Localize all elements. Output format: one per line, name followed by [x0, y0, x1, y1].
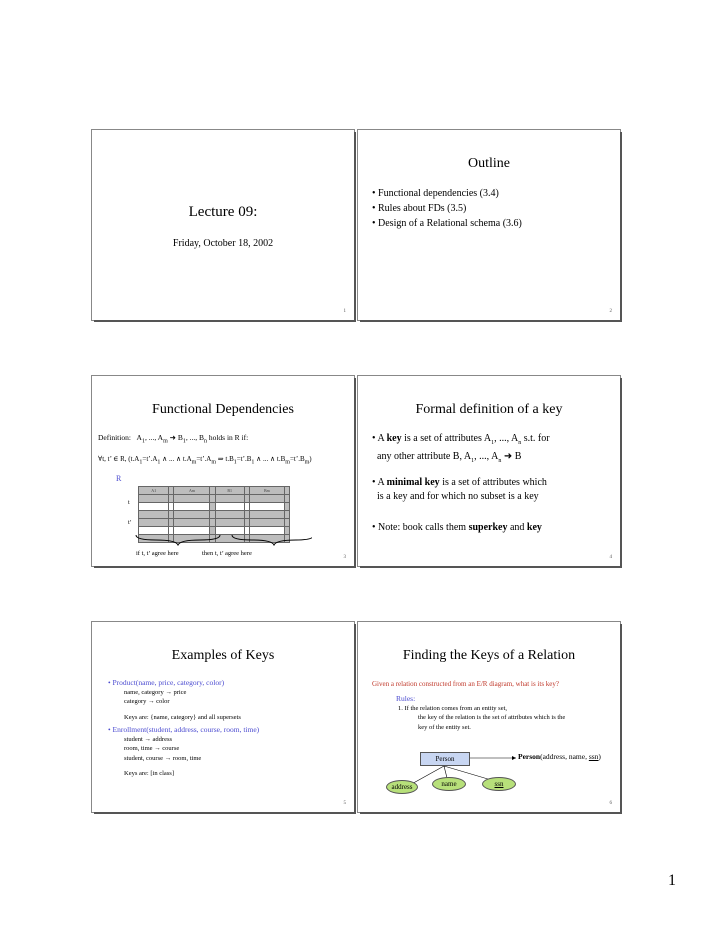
- minimal-key-definition: • A minimal key is a set of attributes which is a key and for which no subset is a key: [372, 477, 547, 502]
- slide-number: 2: [609, 309, 612, 314]
- rules-label: Rules:: [396, 694, 416, 703]
- attribute-name: name: [432, 777, 466, 791]
- text: is a set of attributes which: [442, 477, 547, 488]
- slide-2: [358, 130, 620, 320]
- col-header: Am: [174, 487, 210, 495]
- keys-line: Keys are: [in class]: [124, 770, 174, 777]
- slide-title: Outline: [468, 156, 510, 171]
- col-header: B1: [215, 487, 244, 495]
- text: ): [598, 752, 601, 761]
- slide-number: 4: [609, 555, 612, 560]
- attribute-address: address: [386, 780, 418, 794]
- slide-5: [92, 622, 354, 812]
- table-row: [139, 503, 290, 511]
- text: is a set of attributes A: [404, 433, 492, 444]
- text: any other attribute B, A: [377, 451, 472, 462]
- text: (address, name,: [540, 752, 589, 761]
- col-header: Bm: [249, 487, 284, 495]
- relation-label: R: [116, 474, 122, 483]
- slide-title: Examples of Keys: [171, 648, 275, 663]
- slide-number: 3: [343, 555, 346, 560]
- brace-label-2: then t, t’ agree here: [202, 550, 252, 557]
- forall-text: ∀t, t’ ∈ R,: [98, 455, 127, 463]
- col-header: A1: [139, 487, 169, 495]
- entity-person: Person: [420, 752, 470, 766]
- text: A: [377, 433, 385, 444]
- braces: [132, 534, 312, 546]
- fd: name, category → price: [124, 688, 187, 696]
- term-key: key: [526, 522, 542, 533]
- slide-number: 6: [609, 801, 612, 806]
- bullet-item: • Functional dependencies (3.4): [372, 186, 522, 201]
- text: Enrollment(student, address, course, room, time): [112, 725, 260, 734]
- rule-1-text: the key of the relation is the set of attributes which is the: [418, 714, 566, 721]
- fd: student, course → room, time: [124, 754, 202, 762]
- enrollment-relation: • Enrollment(student, address, course, room, time): [108, 725, 260, 734]
- slide-title: Formal definition of a key: [415, 402, 563, 417]
- definition-suffix: holds in R if:: [208, 433, 249, 442]
- term-key: key: [386, 433, 402, 444]
- rule-1: 1. If the relation comes from an entity set,: [398, 704, 508, 712]
- text: Product(name, price, category, color): [112, 678, 225, 687]
- slide-4: [358, 376, 620, 566]
- formula: ∀t, t’ ∈ R, ($t.A_1=t’.A_1$ ∧ ... ∧ $t.A_m=t’.A_m$ ⇒ $t.B_1=t’.B_1$ ∧ ... ∧ $t.B_m=t’.B_m$): [98, 455, 312, 466]
- relation-schema: [518, 752, 601, 761]
- text: is a key and for which no subset is a key: [377, 491, 539, 502]
- text: and: [509, 522, 525, 533]
- key-definition: • A key is a set of attributes $A_1$, ..., $A_n$ s.t. for any other attribute B, $A_1$, ..., $A_n$ ➜ B: [372, 433, 550, 464]
- fd: room, time → course: [124, 745, 180, 752]
- text: Note: book calls them: [378, 522, 467, 533]
- term-superkey: superkey: [468, 522, 508, 533]
- brace-label-1: if t, t’ agree here: [136, 550, 179, 557]
- definition-label: Definition:: [98, 433, 131, 442]
- lecture-date: Friday, October 18, 2002: [172, 238, 274, 249]
- key-attribute: ssn: [588, 752, 599, 761]
- attribute-ssn: ssn: [482, 777, 516, 791]
- slide-3: [92, 376, 354, 566]
- slide-6: [358, 622, 620, 812]
- slide-number: 5: [343, 801, 346, 806]
- question: Given a relation constructed from an E/R diagram, what is its key?: [372, 680, 560, 688]
- slide-title: Functional Dependencies: [152, 402, 294, 417]
- examples: [108, 678, 259, 779]
- page-number: 1: [668, 872, 676, 889]
- product-relation: • Product(name, price, category, color): [108, 678, 225, 687]
- row-label-t-prime: t’: [128, 520, 132, 526]
- fd: category → color: [124, 698, 170, 705]
- keys-line: Keys are: {name, category} and all supersets: [124, 713, 241, 721]
- relation-name: Person: [518, 752, 541, 761]
- term-minimal-key: minimal key: [386, 477, 440, 488]
- rule-1-text: key of the entity set.: [418, 723, 471, 731]
- slide-title: Finding the Keys of a Relation: [402, 648, 576, 663]
- slide-number: 1: [343, 309, 346, 314]
- bullet-list: [372, 186, 522, 231]
- fd: student → address: [124, 735, 173, 743]
- row-label-t: t: [128, 500, 130, 506]
- note: • Note: book calls them superkey and key: [372, 522, 542, 533]
- bullet-item: • Design of a Relational schema (3.6): [372, 216, 522, 231]
- lecture-title: Lecture 09:: [188, 204, 258, 220]
- slide-1: [92, 130, 354, 320]
- definition: Definition: $A_1$, ..., $A_m$ ➜ $B_1$, ..., $B_n$ holds in R if:: [98, 433, 249, 445]
- text: A: [377, 477, 385, 488]
- bullet-item: • Rules about FDs (3.5): [372, 201, 522, 216]
